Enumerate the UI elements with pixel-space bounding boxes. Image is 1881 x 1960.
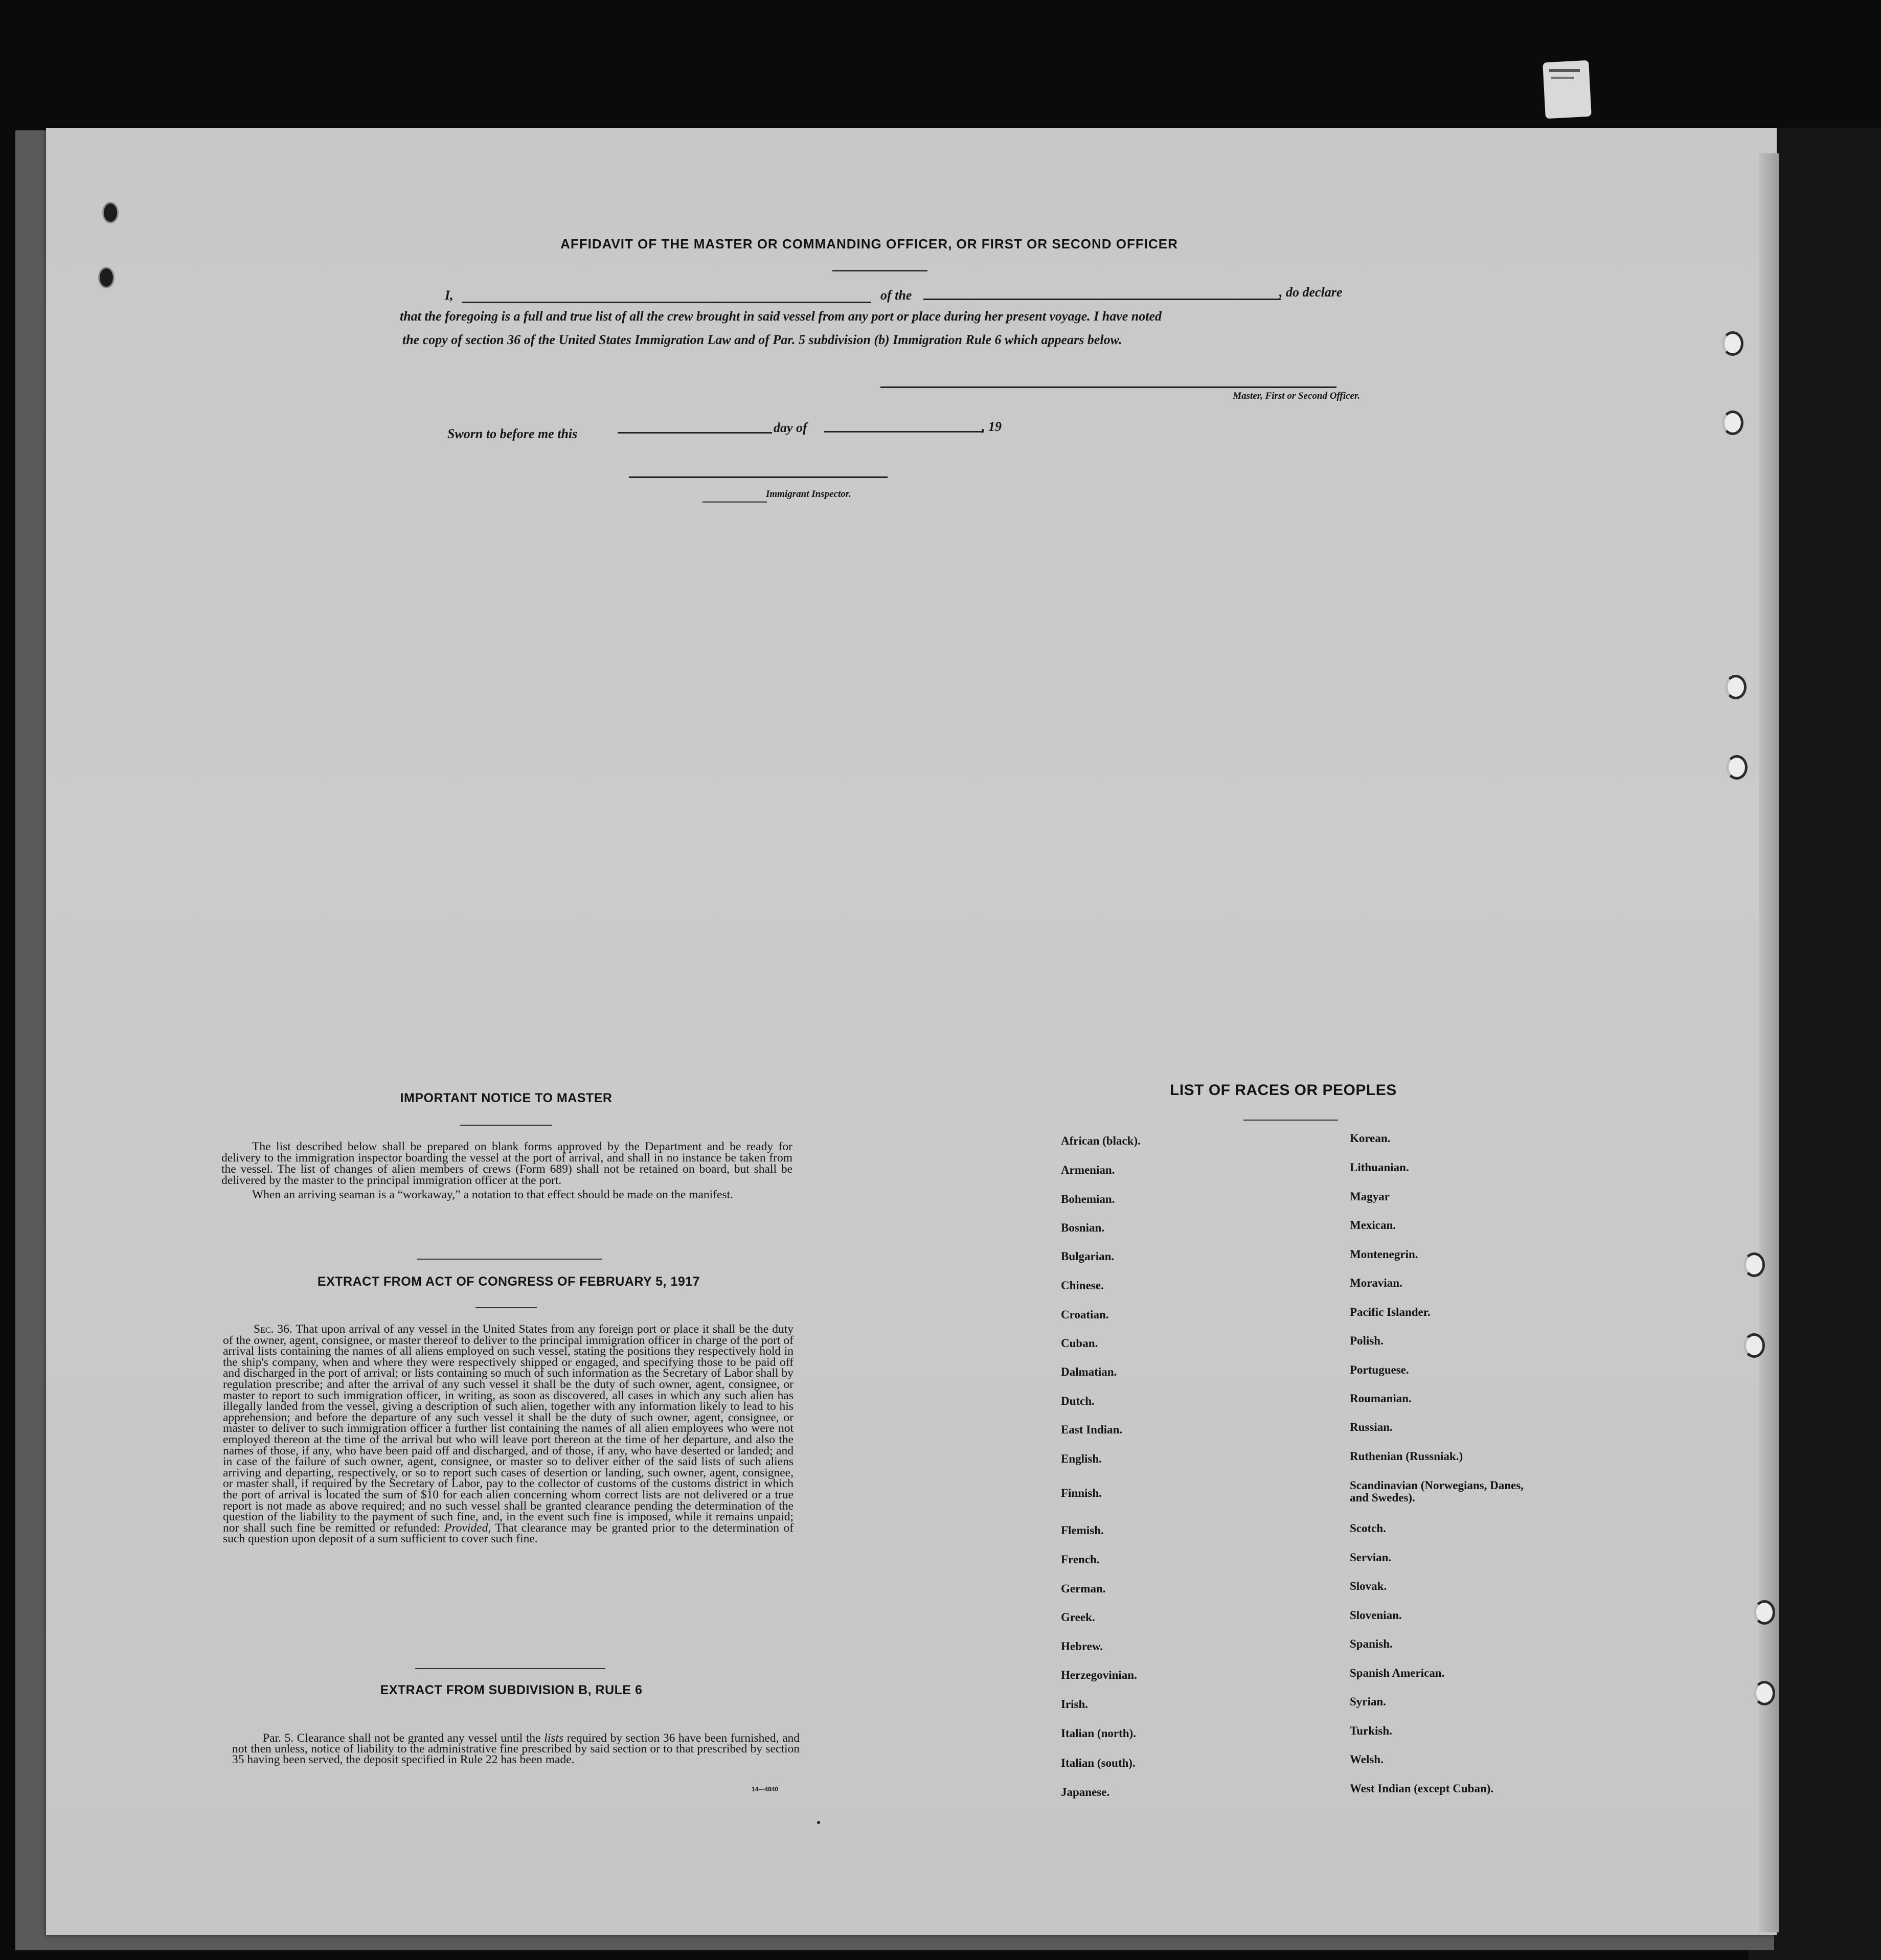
section-label: Sec. 36.: [254, 1323, 292, 1336]
extract-rule-title: EXTRACT FROM SUBDIVISION B, RULE 6: [380, 1683, 643, 1697]
race-item: Scandinavian (Norwegians, Danes, and Swedes).: [1350, 1479, 1524, 1504]
race-item: Cuban.: [1061, 1337, 1098, 1350]
race-item: Flemish.: [1061, 1524, 1104, 1537]
race-item: Greek.: [1061, 1611, 1095, 1624]
race-item: French.: [1061, 1553, 1100, 1566]
punch-hole: [1743, 1252, 1765, 1277]
lists-word: lists: [544, 1731, 564, 1745]
race-item: Finnish.: [1061, 1487, 1102, 1499]
punch-hole: [1743, 1333, 1765, 1358]
inspector-signature-line[interactable]: [629, 476, 888, 478]
race-item: Armenian.: [1061, 1164, 1115, 1176]
race-item: Magyar: [1350, 1190, 1390, 1203]
race-item: African (black).: [1061, 1134, 1141, 1147]
signature-caption: Master, First or Second Officer.: [1233, 391, 1360, 401]
race-item: Turkish.: [1350, 1724, 1392, 1737]
inspector-caption: Immigrant Inspector.: [766, 489, 851, 499]
rule-text-after: required by section 36 have been furnished, and not then unless, notice of liability to the administrative fine prescribed by said section or to that prescribed by section 35 having been served, the deposit specified in Rule 22 has been made.: [232, 1731, 800, 1766]
race-item: Slovenian.: [1350, 1609, 1402, 1622]
affidavit-text-line-3: the copy of section 36 of the United States Immigration Law and of Par. 5 subdivision (b) Immigration Rule 6 which appears below.: [402, 332, 1122, 347]
race-item: German.: [1061, 1582, 1106, 1595]
section-divider: [415, 1668, 605, 1669]
affidavit-of-the-label: of the: [880, 288, 912, 303]
races-title: LIST OF RACES OR PEOPLES: [1170, 1082, 1397, 1099]
race-item: Bosnian.: [1061, 1221, 1105, 1234]
punch-hole: [1725, 675, 1747, 699]
punch-hole: [1754, 1600, 1775, 1625]
ink-speck: [817, 1821, 820, 1824]
notice-paragraph-2: When an arriving seaman is a “workaway,” a notation to that effect should be made on the manifest.: [252, 1188, 733, 1201]
race-item: Spanish American.: [1350, 1667, 1445, 1679]
sworn-day-blank[interactable]: [618, 432, 772, 434]
notice-title: IMPORTANT NOTICE TO MASTER: [400, 1091, 613, 1105]
race-item: West Indian (except Cuban).: [1350, 1782, 1494, 1795]
affidavit-i-label: I,: [445, 288, 454, 303]
race-item: Croatian.: [1061, 1308, 1109, 1321]
folder-tab-mark: [1549, 69, 1580, 72]
inspector-caption-rule: [702, 502, 767, 503]
race-item: Moravian.: [1350, 1277, 1402, 1289]
race-item: Servian.: [1350, 1551, 1392, 1564]
page-edge-shadow: [1759, 153, 1779, 1932]
form-number: 14—4840: [752, 1786, 779, 1793]
race-item: Japanese.: [1061, 1786, 1110, 1798]
race-item: Montenegrin.: [1350, 1248, 1418, 1261]
race-item: Korean.: [1350, 1132, 1391, 1145]
notice-paragraph-1: The list described below shall be prepared on blank forms approved by the Department and be ready for delivery to the immigration inspector boarding the vessel at the port of arrival, and shall in no instance be taken from the vessel. The list of changes of alien members of crews (Form 689) shall not be retained on board, but shall be delivered by the master to the principal immigration officer at the port.: [221, 1140, 792, 1187]
document-page: [46, 128, 1777, 1935]
section-divider: [417, 1259, 602, 1260]
extract-act-rule: [475, 1307, 537, 1308]
race-item: Herzegovinian.: [1061, 1669, 1137, 1681]
race-item: Lithuanian.: [1350, 1161, 1409, 1174]
punch-hole: [98, 267, 115, 288]
race-item: Scotch.: [1350, 1522, 1386, 1535]
notice-rule: [460, 1125, 552, 1126]
race-item: Welsh.: [1350, 1753, 1384, 1766]
race-item: East Indian.: [1061, 1423, 1123, 1436]
rule-text-before: Par. 5. Clearance shall not be granted any vessel until the: [263, 1731, 541, 1745]
extract-act-title: EXTRACT FROM ACT OF CONGRESS OF FEBRUARY 5, 1917: [317, 1274, 700, 1289]
sworn-month-blank[interactable]: [824, 431, 984, 432]
race-item: Roumanian.: [1350, 1392, 1412, 1405]
race-item: Irish.: [1061, 1698, 1089, 1711]
punch-hole: [1726, 755, 1748, 780]
day-of-label: day of: [774, 420, 807, 435]
affidavit-text-line-2: that the foregoing is a full and true list of all the crew brought in said vessel from any port or place during her present voyage. I have noted: [400, 309, 1162, 324]
race-item: English.: [1061, 1452, 1102, 1465]
race-item: Italian (north).: [1061, 1727, 1136, 1740]
notice-body: [221, 1141, 792, 1200]
race-item: Slovak.: [1350, 1580, 1387, 1592]
race-item: Bohemian.: [1061, 1193, 1115, 1205]
extract-rule-body: [232, 1733, 800, 1765]
races-title-rule: [1243, 1120, 1338, 1121]
race-item: Polish.: [1350, 1334, 1384, 1347]
proviso-word: Provided,: [444, 1521, 491, 1535]
proviso-text: That clearance may be granted prior to the determination of such question upon deposit of a sum sufficient to cover such fine.: [223, 1521, 794, 1546]
punch-hole: [102, 202, 119, 223]
race-item: Portuguese.: [1350, 1363, 1409, 1376]
affidavit-declare-label: , do declare: [1279, 285, 1343, 300]
race-item: Syrian.: [1350, 1695, 1386, 1708]
race-item: Dutch.: [1061, 1395, 1095, 1407]
vessel-blank-line[interactable]: [923, 299, 1281, 300]
race-item: Hebrew.: [1061, 1640, 1103, 1653]
signature-line[interactable]: [880, 386, 1336, 388]
punch-hole: [1722, 411, 1743, 435]
section-36-text: That upon arrival of any vessel in the United States from any foreign port or place it shall be the duty of the owner, agent, consignee, or master thereof to deliver to the principal immigration officer in charge of the port of arrival lists containing the names of all aliens employed on such vessel, stating the positions they respectively hold in the ship's company, when and where they were respectively shipped or engaged, and specifying those to be paid off and discharged in the port of arrival; or lists containing so much of such information as the Secretary of Labor shall by regulation prescribe; and after the arrival of any such vessel it shall be the duty of such owner, agent, consignee, or master to report to such immigration officer, in writing, as soon as discovered, all cases in which any such alien has illegally landed from the vessel, giving a description of such alien, together with any information likely to lead to his apprehension; and before the departure of any such vessel it shall be the duty of such owner, agent, consignee, or master to deliver to such immigration officer a further list containing the names of all alien employees who were not employed thereon at the time of the arrival but who will leave port thereon at the time of her departure, and also the names of those, if any, who have been paid off and discharged, and of those, if any, who have deserted or landed; and in case of the failure of such owner, agent, consignee, or master so to deliver either of the said lists of such aliens arriving and departing, respectively, or so to report such cases of desertion or landing, such owner, agent, consignee, or master shall, if required by the Secretary of Labor, pay to the collector of customs of the customs district in which the port of arrival is located the sum of $10 for each alien concerning whom correct lists are not delivered or a true report is not made as above required; and no such vessel shall be granted clearance pending the determination of the question of the liability to the payment of such fine, and, in the event such fine is imposed, while it remains unpaid; nor shall such fine be remitted or refunded:: [223, 1323, 794, 1535]
race-item: Spanish.: [1350, 1637, 1393, 1650]
extract-act-body: [223, 1324, 794, 1545]
title-rule: [832, 270, 927, 271]
punch-hole: [1754, 1681, 1775, 1705]
race-item: Mexican.: [1350, 1219, 1396, 1232]
race-item: Italian (south).: [1061, 1757, 1136, 1769]
race-item: Pacific Islander.: [1350, 1306, 1431, 1318]
race-item: Russian.: [1350, 1421, 1393, 1433]
name-blank-line[interactable]: [462, 302, 871, 303]
race-item: Ruthenian (Russniak.): [1350, 1450, 1463, 1463]
year-label: , 19: [982, 419, 1002, 434]
race-item: Dalmatian.: [1061, 1365, 1117, 1378]
sworn-label: Sworn to before me this: [447, 426, 578, 441]
race-item: Chinese.: [1061, 1279, 1104, 1292]
race-item: Bulgarian.: [1061, 1250, 1115, 1263]
affidavit-title: AFFIDAVIT OF THE MASTER OR COMMANDING OFFICER, OR FIRST OR SECOND OFFICER: [560, 236, 1178, 252]
punch-hole: [1722, 331, 1743, 356]
folder-tab-mark: [1551, 77, 1574, 79]
